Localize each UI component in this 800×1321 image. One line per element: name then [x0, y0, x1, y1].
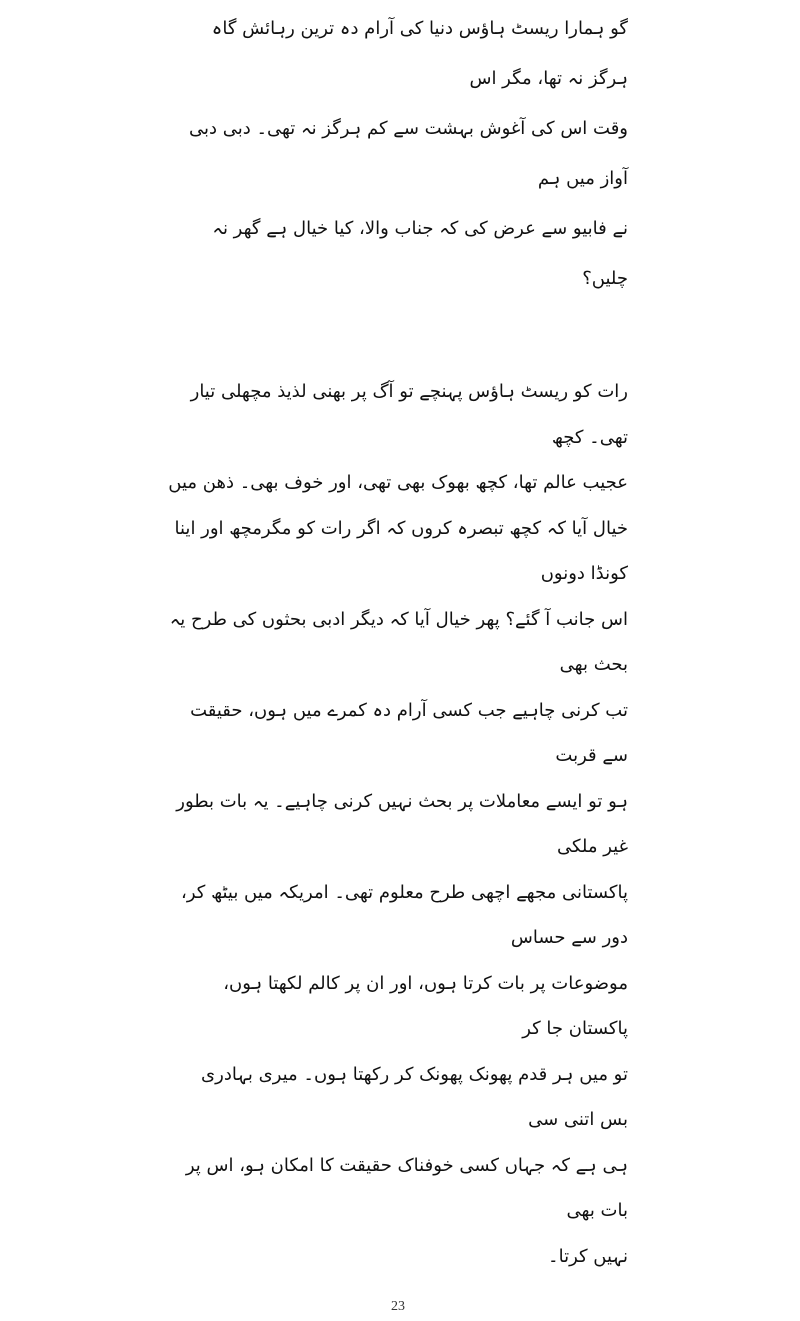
text-line: ہو تو ایسے معاملات پر بحث نہیں کرنی چاہیے۔ یہ بات بطور غیر ملکی — [176, 790, 628, 857]
text-line: تو میں ہر قدم پھونک پھونک کر رکھتا ہوں۔ میری بہادری بس اتنی سی — [201, 1063, 628, 1130]
page-number: 23 — [391, 1299, 405, 1314]
text-line: نے فابیو سے عرض کی کہ جناب والا، کیا خیال ہے گھر نہ چلیں؟ — [212, 218, 628, 289]
text-line: خیال آیا کہ کچھ تبصرہ کروں کہ اگر رات کو مگرمچھ اور اینا کونڈا دونوں — [174, 517, 628, 584]
text-line: پاکستانی مجھے اچھی طرح معلوم تھی۔ امریکہ میں بیٹھ کر، دور سے حساس — [181, 881, 628, 948]
text-line: رات کو ریسٹ ہاؤس پہنچے تو آگ پر بھنی لذیذ مچھلی تیار تھی۔ کچھ — [190, 381, 628, 448]
text-line: اس جانب آ گئے؟ پھر خیال آیا کہ دیگر ادبی بحثوں کی طرح یہ بحث بھی — [169, 608, 628, 675]
paragraph-2 — [168, 369, 628, 1279]
text-line: ہی ہے کہ جہاں کسی خوفناک حقیقت کا امکان ہو، اس پر بات بھی — [185, 1154, 628, 1221]
text-line: وقت اس کی آغوش بہشت سے کم ہرگز نہ تھی۔ دبی دبی آواز میں ہم — [188, 118, 628, 189]
text-line: تب کرنی چاہیے جب کسی آرام دہ کمرے میں ہوں، حقیقت سے قربت — [190, 699, 628, 766]
text-line: عجیب عالم تھا، کچھ بھوک بھی تھی، اور خوف بھی۔ ذھن میں — [168, 472, 628, 493]
paragraph-1 — [168, 4, 628, 304]
text-line: نہیں کرتا۔ — [548, 1245, 628, 1267]
text-line: موضوعات پر بات کرتا ہوں، اور ان پر کالم لکھتا ہوں، پاکستان جا کر — [223, 972, 628, 1039]
text-line: گو ہمارا ریسٹ ہاؤس دنیا کی آرام دہ ترین رہائش گاہ ہرگز نہ تھا، مگر اس — [211, 18, 628, 89]
